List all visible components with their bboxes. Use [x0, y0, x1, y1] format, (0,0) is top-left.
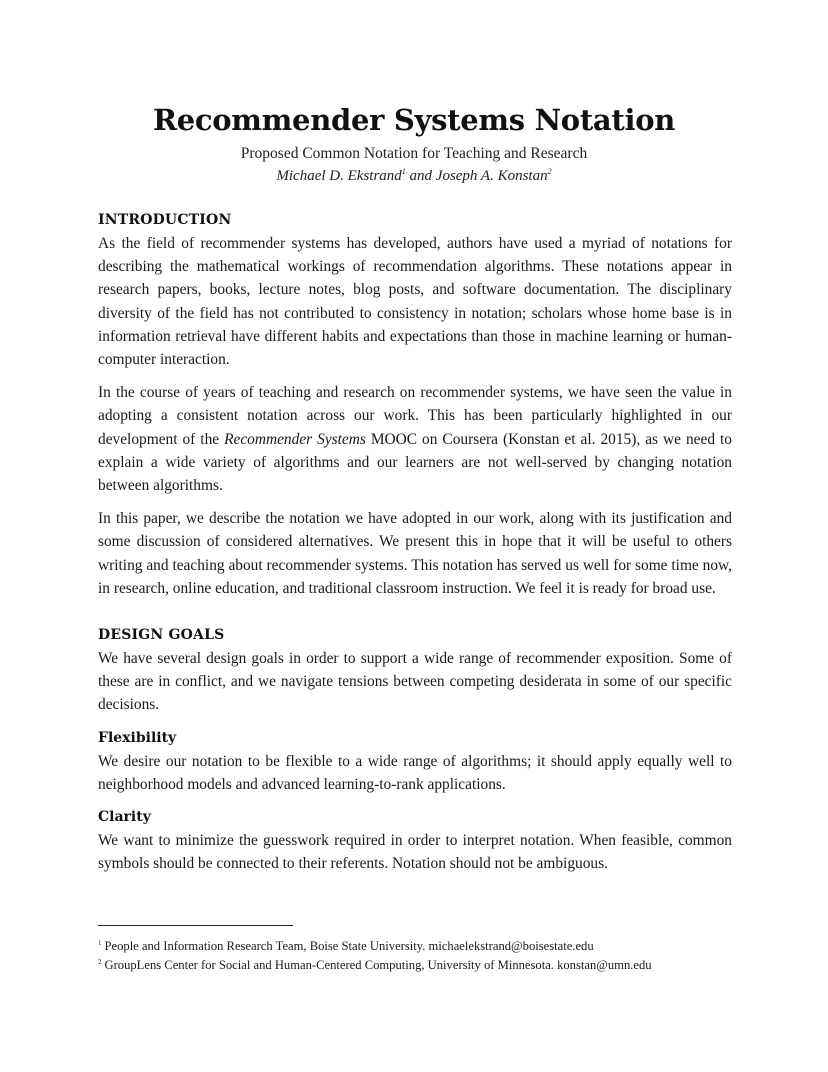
body-content — [98, 209, 732, 885]
author-2: and Joseph A. Konstan — [405, 168, 548, 184]
subheading-flexibility: Flexibility — [98, 729, 177, 746]
footnote-1 — [98, 937, 738, 956]
author-line — [0, 165, 828, 187]
footnotes — [98, 937, 738, 975]
design-goals-paragraph: We have several design goals in order to support a wide range of recommender exposition. Some of these are in conflict, and we navigate tensions between competing desiderata in some of our specific decisions. — [98, 650, 732, 714]
clarity-paragraph: We want to minimize the guesswork required in order to interpret notation. When feasible, common symbols should be connected to their referents. Notation should not be ambiguous. — [98, 832, 732, 873]
footnote-mark-2: 2 — [547, 167, 552, 176]
section-heading-introduction: INTRODUCTION — [98, 212, 232, 228]
footnote-1-mark: 1 — [98, 938, 102, 947]
flexibility-paragraph: We desire our notation to be flexible to a wide range of algorithms; it should apply equally well to neighborhood models and advanced learning-to-rank applications. — [98, 752, 732, 793]
paper-header — [0, 100, 828, 187]
paper-title: Recommender Systems Notation — [152, 103, 676, 137]
footnote-mark-1: 1 — [401, 167, 406, 176]
section-heading-design-goals: DESIGN GOALS — [98, 627, 225, 644]
intro-paragraph-2 — [98, 381, 732, 497]
mooc-title: Recommender Systems — [224, 430, 366, 448]
intro-paragraph-3: In this paper, we describe the notation we have adopted in our work, along with its justification and some discussion of considered alternatives. We present this in hope that it will be useful to others writing and teaching about recommender systems. This notation has served us well for some time now, in research, online education, and traditional classroom instruction. We feel it is ready for broad use. — [98, 510, 732, 597]
footnote-2-mark: 2 — [98, 957, 102, 966]
author-1: Michael D. Ekstrand — [276, 168, 402, 184]
intro-paragraph-1: As the field of recommender systems has developed, authors have used a myriad of notations for describing the mathematical workings of recommendation algorithms. These notations appear in research papers, books, lecture notes, blog posts, and software documentation. The disciplinary diversity of the field has not contributed to consistency in notation; scholars whose home base is in information retrieval have different habits and expectations than those in machine learning or human-computer interaction. — [98, 235, 732, 369]
intro-p2-text-a: In the course of years of teaching and research on recommender systems, we have seen the value in adopting a consistent notation across our work. This has been particularly highlighted in our development of the — [98, 384, 732, 448]
paper-subtitle: Proposed Common Notation for Teaching and Research — [240, 145, 588, 162]
subheading-clarity: Clarity — [98, 809, 151, 826]
footnote-2 — [98, 956, 738, 975]
footnote-divider — [98, 925, 293, 926]
footnote-1-text: People and Information Research Team, Boise State University. michaelekstrand@boisestate.edu — [104, 939, 594, 953]
footnote-2-text: GroupLens Center for Social and Human-Centered Computing, University of Minnesota. konstan@umn.edu — [104, 958, 652, 972]
intro-p2-text-b: MOOC on Coursera (Konstan et al. 2015), as we need to explain a wide variety of algorithms and our learners are not well-served by changing notation between algorithms. — [98, 430, 732, 495]
